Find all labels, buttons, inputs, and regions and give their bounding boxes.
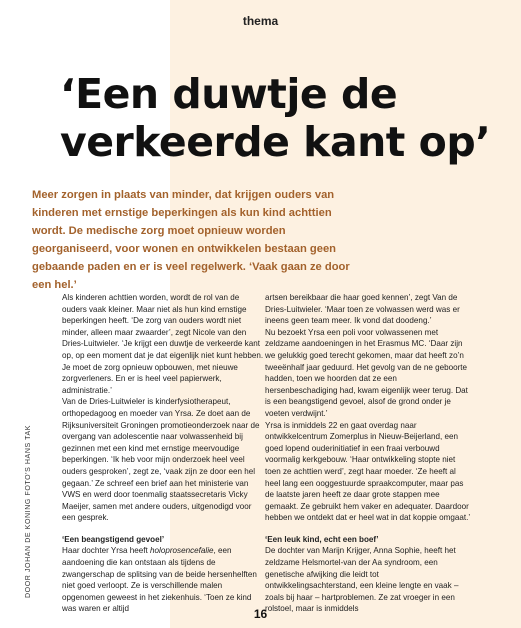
paragraph: Als kinderen achttien worden, wordt de rol van de ouders vaak kleiner. Maar niet als hun kind ernstige beperkingen heeft. ‘De zorg van ouders wordt niet minder, alleen maar zwaarder’, zegt Nicole van den Dries-Luitwieler. ‘Je krijgt een duwtje de verkeerde kant op, op een moment dat je dat eigenlijk niet kunt hebben. Je moet de zorg opnieuw opbouwen, met nieuwe zorgverleners. En er is heel veel papierwerk, administratie.’: [62, 293, 264, 395]
subheading: ‘Een leuk kind, echt een boef’: [265, 534, 379, 544]
article-intro: Meer zorgen in plaats van minder, dat krijgen ouders van kinderen met ernstige beperkingen als kun kind achttien wordt. De medische zorg moet opnieuw worden georganiseerd, voor wonen en ontwikkelen bestaan geen gebaande paden en er is veel regelwerk. ‘Vaak gaan ze door een hel.’: [32, 189, 350, 291]
paragraph-italic-term: holoprosencefalie: [150, 546, 214, 556]
paragraph: [62, 545, 264, 615]
author-photo-credit: DOOR JOHAN DE KONING FOTO'S HANS TAK: [25, 424, 32, 598]
paragraph: De dochter van Marijn Krijger, Anna Sophie, heeft het zeldzame Helsmortel-van der Aa syndroom, een genetische afwijking die leidt tot ontwikkelingsachterstand, een kleine lengte en vaak – zoals bij haar – hartproblemen. Ze zat vroeger in een rolstoel, maar is inmiddels: [265, 546, 459, 614]
paragraph: Nu bezoekt Yrsa een poli voor volwassenen met zeldzame aandoeningen in het Erasmus MC. ‘Daar zijn we gelukkig goed terecht gekomen, maar dat heeft zo’n tweeënhalf jaar geduurd. Het gevolg van de ne geboorte hadden, toen we hoorden dat ze een hersenbeschadiging had, kwam eigenlijk weer terug. Dat is een beangstigend gevoel, alsof de grond onder je voeten verdwijnt.’: [265, 327, 468, 418]
section-label: thema: [242, 14, 279, 28]
paragraph: artsen bereikbaar die haar goed kennen’, zegt Van de Dries-Luitwieler. ‘Maar toen ze volwassen werd was er ineens geen team meer. Ik vond dat doodeng.’: [265, 293, 460, 326]
right-column: [265, 292, 471, 615]
left-column: [62, 292, 264, 615]
paragraph: Yrsa is inmiddels 22 en gaat overdag naar ontwikkelcentrum Zomerplus in Nieuw-Beijerland, een goed lopend ouderinitiatief in een fraai verbouwd voormalig kerkgebouw. ‘Haar ontwikkeling stopte niet toen ze achttien werd’, zegt haar moeder. ‘Ze heeft al heel lang een ooggestuurde spraakcomputer, maar pas de laatste jaren heeft ze daar grote stappen mee gemaakt. Ze gebruikt hem vaker en adequater. Daardoor hebben we ontdekt dat er heel wat in dat koppie omgaat.’: [265, 420, 471, 523]
page-number: 16: [253, 607, 268, 621]
paragraph: Van de Dries-Luitwieler is kinderfysiotherapeut, orthopedagoog en moeder van Yrsa. Ze doet aan de Rijksuniversiteit Groningen promotieonderzoek naar de overgang van adolescentie naar volwassenheid bij gezinnen met een kind met ernstige meervoudige beperkingen. ‘Ik heb voor mijn onderzoek heel veel ouders gesproken’, zegt ze, ‘vaak zijn ze door een hel gegaan.’ Ze schreef een brief aan het ministerie van VWS en werd door toenmalig staatssecretaris Vicky Maeijer, samen met andere ouders, uitgenodigd voor een gesprek.: [62, 397, 260, 523]
paragraph-text: , een aandoening die kan ontstaan als tijdens de zwangerschap de splitsing van de beide hersenhelften niet goed verloopt. Ze is verschillende malen opgenomen geweest in het ziekenhuis. ‘Toen ze kind was waren er altijd: [62, 546, 257, 614]
paragraph-text: Haar dochter Yrsa heeft: [62, 546, 151, 556]
article-headline: ‘Een duwtje de verkeerde kant op’: [60, 70, 491, 166]
subheading: ‘Een beangstigend gevoel’: [62, 534, 165, 544]
